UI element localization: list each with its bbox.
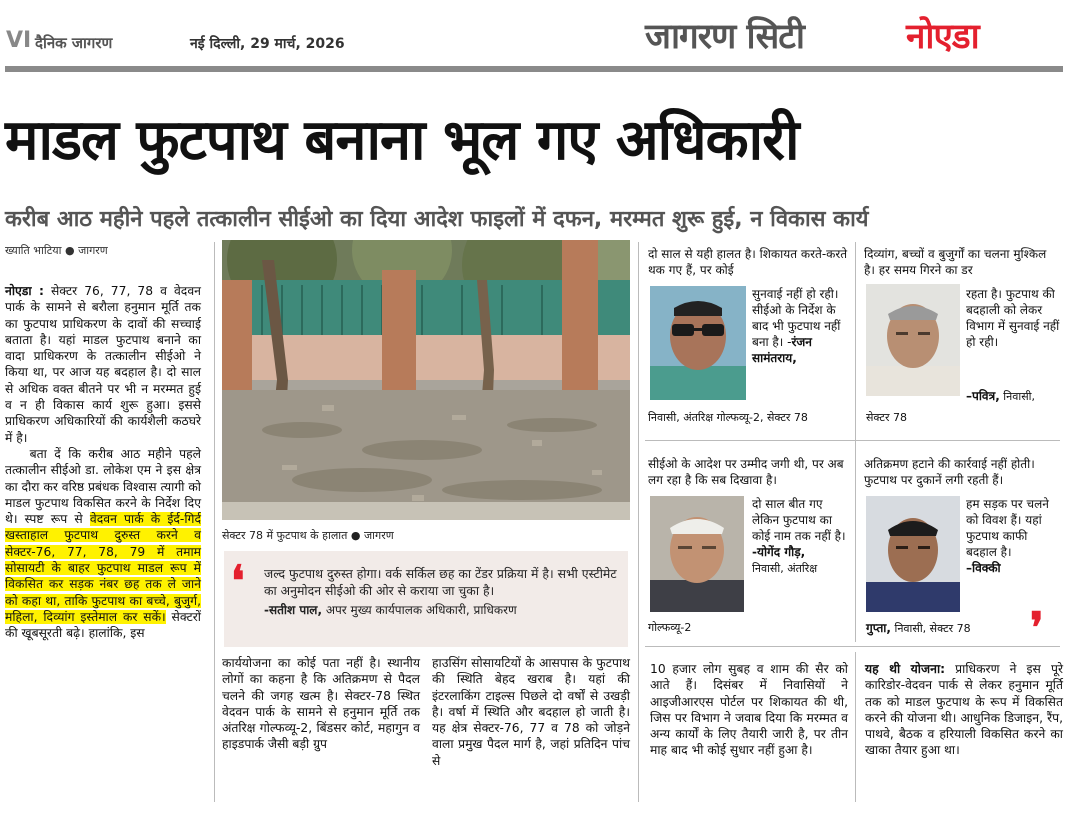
- column-divider: [638, 242, 639, 802]
- plan-lead: यह थी योजना:: [865, 662, 946, 676]
- edition-title: जागरण सिटी: [645, 17, 804, 57]
- official-quote-box: [224, 551, 628, 647]
- byline: ख्याति भाटिया ● जागरण: [5, 244, 108, 257]
- testimonial-2-residence: सेक्टर 78: [866, 411, 907, 424]
- headline: माडल फुटपाथ बनाना भूल गए अधिकारी: [5, 108, 799, 173]
- testimonial-2-name: –पवित्र,: [966, 389, 1000, 403]
- testimonial-3-top: सीईओ के आदेश पर उम्मीद जगी थी, पर अब लग रहा है कि सब दिखावा है।: [648, 457, 844, 487]
- testimonial-4-name-part2: गुप्ता,: [866, 621, 891, 635]
- resident-photo-2: [866, 284, 960, 396]
- resident-photo-1: [650, 286, 746, 400]
- page-number: VI: [6, 28, 32, 53]
- article-column-5: [865, 661, 1063, 759]
- testimonial-4-attribution: [966, 496, 1060, 576]
- dateline: नई दिल्ली, 29 मार्च, 2026: [190, 36, 345, 52]
- article-column-2: कार्ययोजना का कोई पता नहीं है। स्थानीय लोगों का कहना है कि अतिक्रमण से पैदल चलने की जगह खत्म है। सेक्टर-78 स्थित वेदवन पार्क के सामने से हनुमान मूर्ति तक अंतरिक्ष गोल्फव्यू-2, बिंडसर कोर्ट, महागुन व हाइडपार्क जैसी बड़ी ग्रुप: [222, 656, 420, 752]
- masthead-rule: [5, 66, 1063, 72]
- edition-city: नोएडा: [906, 17, 979, 57]
- testimonial-1-top: दो साल से यही हालत है। शिकायत करते-करते थक गए हैं, पर कोई: [648, 247, 848, 277]
- testimonial-2-body: रहता है। फुटपाथ की बदहाली को लेकर विभाग में सुनवाई नहीं हो रही।: [966, 287, 1060, 349]
- resident-photo-3: [650, 496, 744, 612]
- footpath-photo: [222, 240, 630, 520]
- testimonial-4-residence: निवासी, सेक्टर 78: [890, 622, 971, 635]
- testimonial-1-side: [752, 286, 848, 366]
- testimonial-3-body: दो साल बीत गए लेकिन फुटपाथ का कोई नाम तक नहीं है।: [752, 497, 846, 543]
- testimonial-1-residence: निवासी, अंतरिक्ष गोल्फव्यू-2, सेक्टर 78: [648, 411, 808, 424]
- subheadline: करीब आठ महीने पहले तत्कालीन सीईओ का दिया आदेश फाइलों में दफन, मरम्मत शुरू हुई, न विकास कार्य: [5, 207, 869, 232]
- testimonial-2-attribution: [966, 388, 1060, 405]
- col1-para2-end: सेक्टरों की खूबसूरती बढ़े। हालांकि, इस: [5, 609, 201, 641]
- col1-para1: सेक्टर 76, 77, 78 व वेदवन पार्क के सामने से बरौला हनुमान मूर्ति तक का फुटपाथ प्राधिकरण के दावों की सच्चाई बताता है। यहां माडल फुटपाथ बनाने का वादा प्राधिकरण के तत्कालीन सीईओ ने किया था, पर आज यह बदहाल है। दो साल से अधिक वक्त बीतने पर भी न मरम्मत हुई व न ही विकास कार्य शुरू हुआ। इससे प्राधिकरण अधिकारियों की कार्यशैली कठघरे में है।: [5, 284, 201, 445]
- testimonial-4-residence-line: [866, 620, 1026, 637]
- testimonial-4-name-part1: –विक्की: [966, 561, 1001, 575]
- paper-name: दैनिक जागरण: [35, 34, 113, 52]
- quote-author: -सतीश पाल,: [264, 603, 322, 617]
- quote-mark-icon: ❛: [231, 556, 245, 605]
- testimonial-4-body: हम सड़क पर चलने को विवश हैं। यहां फुटपाथ काफी बदहाल है।: [966, 497, 1049, 559]
- highlighted-text: वेदवन पार्क के ईर्द-गिर्द खस्ताहाल फुटपाथ दुरुस्त करने व सेक्टर-76, 77, 78, 79 में तमाम सोसायटी के बाहर फुटपाथ माडल रूप में विकसित कर सड़क नंबर छह तक ले जाने को कहा था, ताकि फुटपाथ का बच्चे, बुजुर्ग, महिला, दिव्यांग इस्तेमाल कर सकें।: [5, 512, 201, 624]
- testimonial-3-residence-inline: निवासी, अंतरिक्ष: [752, 562, 818, 575]
- testimonial-2-top: दिव्यांग, बच्चों व बुजुर्गों का चलना मुश्किल है। हर समय गिरने का डर: [864, 247, 1047, 277]
- quote-designation: अपर मुख्य कार्यपालक अधिकारी, प्राधिकरण: [322, 603, 517, 617]
- article-column-4: 10 हजार लोग सुबह व शाम की सैर को आते हैं। दिसंबर में निवासियों ने आइजीआरएस पोर्टल पर शिकायत की थी, जिस पर विभाग ने जवाब दिया कि मरम्मत व अन्य कार्यों के लिए तैयारी जारी है, पर तीन माह बाद भी कोई सुधार नहीं हुआ है।: [650, 662, 848, 758]
- article-column-1: [5, 283, 201, 642]
- quote-text: जल्द फुटपाथ दुरुस्त होगा। वर्क सर्किल छह का टेंडर प्रक्रिया में है। सभी एस्टीमेट का अनुमोदन सीईओ की ओर से कराया जा चुका है।: [264, 566, 617, 598]
- testimonial-4-top: अतिक्रमण हटाने की कार्रवाई नहीं होती। फुटपाथ पर दुकानें लगी रहती हैं।: [864, 457, 1035, 487]
- article-dateline: नोएडा :: [5, 284, 44, 298]
- row-divider: [645, 440, 1060, 441]
- plan-text: प्राधिकरण ने इस पूरे कारिडोर-वेदवन पार्क से लेकर हनुमान मूर्ति तक को माडल फुटपाथ के रूप में विकसित करने की योजना थी। आधुनिक डिजाइन, रैंप, पाथवे, बैठक व हरियाली विकसित करने का खाका तैयार हुआ था।: [865, 662, 1063, 758]
- quote-attribution: [264, 601, 618, 618]
- testimonial-3-attribution: [752, 496, 848, 577]
- column-divider: [855, 652, 856, 802]
- testimonial-3-residence: गोल्फव्यू-2: [648, 621, 692, 634]
- quote-end-icon: ❜: [1030, 603, 1044, 652]
- testimonial-1-body: सुनवाई नहीं हो रही। सीईओ के निर्देश के बाद भी फुटपाथ नहीं बना है। -: [752, 287, 841, 349]
- testimonial-2-residence-inline: निवासी,: [999, 390, 1035, 403]
- row-divider: [645, 646, 1060, 647]
- column-divider: [855, 242, 856, 642]
- col1-para2-start: बता दें कि करीब आठ महीने पहले तत्कालीन सीईओ डा. लोकेश एम ने इस क्षेत्र का दौरा कर वरिष्ठ प्रबंधक विश्वास त्यागी को माडल फुटपाथ विकसित करने के निर्देश दिए थे। स्पष्ट रूप से: [5, 446, 201, 527]
- column-divider: [214, 242, 215, 802]
- testimonial-3-name: -योगेंद गौड़,: [752, 545, 806, 559]
- testimonial-1-name: रंजन सामंतराय,: [752, 335, 812, 365]
- resident-photo-4: [866, 496, 960, 612]
- photo-caption: सेक्टर 78 में फुटपाथ के हालात ● जागरण: [222, 529, 394, 542]
- article-column-3: हाउसिंग सोसायटियों के आसपास के फुटपाथ की स्थिति बेहद खराब है। यहां की इंटरलाकिंग टाइल्स पिछले दो वर्षों से उखड़ी है। वर्षा में स्थिति और बदहाल हो जाती है। यह क्षेत्र सेक्टर-76, 77 व 78 को जोड़ने वाला प्रमुख पैदल मार्ग है, जहां प्रतिदिन पांच से: [432, 656, 630, 768]
